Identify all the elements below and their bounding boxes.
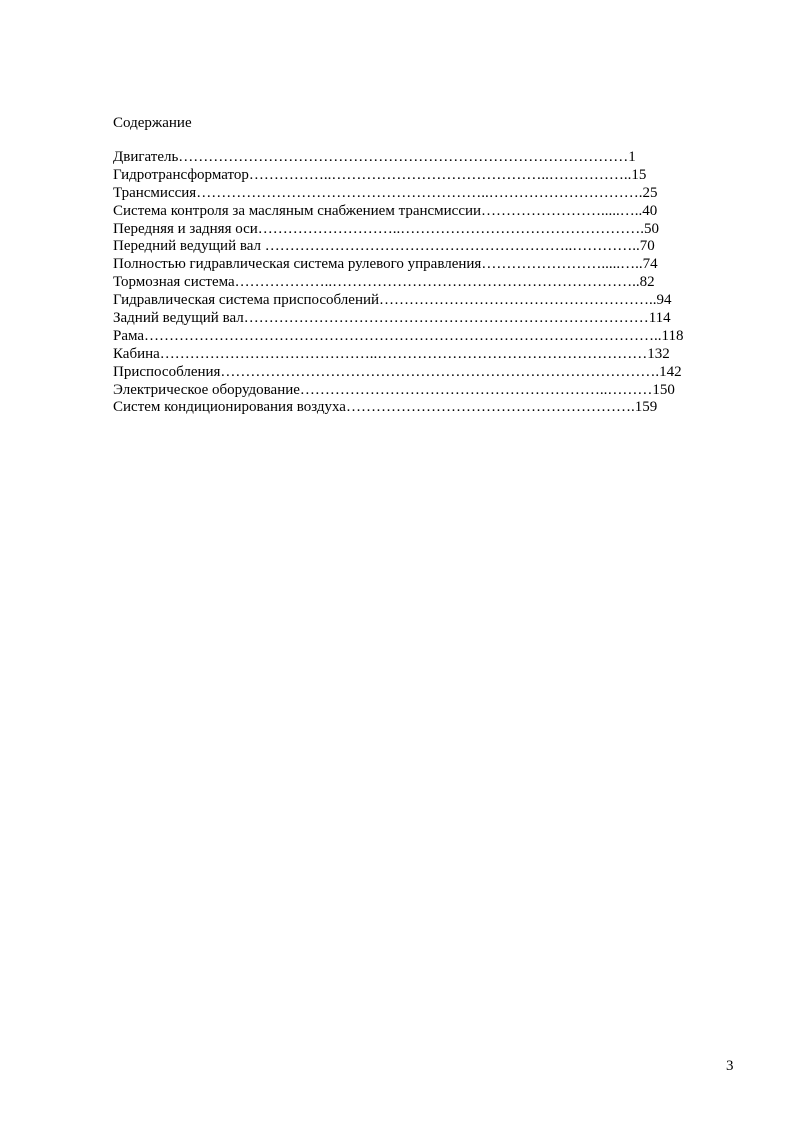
toc-entry: Двигатель………………………………………………………………………………1 bbox=[113, 149, 636, 165]
toc-entry: Передний ведущий вал ……………………………………………………..…………..70 bbox=[113, 238, 655, 255]
toc-entry: Гидротрансформатор……………..……………………………………..……………..15 bbox=[113, 166, 647, 183]
toc-entry: Кабина……………………………………..………………………………………………132 bbox=[113, 345, 670, 362]
page-number: 3 bbox=[726, 1058, 734, 1074]
table-of-contents bbox=[113, 149, 743, 417]
toc-entry: Систем кондиционирования воздуха………………………………………………….159 bbox=[113, 399, 658, 416]
toc-heading: Содержание bbox=[113, 115, 192, 131]
toc-entry: Полностью гидравлическая система рулевого управления…………………….....…..74 bbox=[113, 256, 658, 273]
toc-entry: Передняя и задняя оси………………………..………………………………………….50 bbox=[113, 220, 660, 237]
toc-entry: Задний ведущий вал………………………………………………………………………114 bbox=[113, 310, 671, 327]
toc-entry: Электрическое оборудование……………………………………………………..………150 bbox=[113, 381, 675, 398]
toc-entry: Рама…………………………………………………………………………………………..118 bbox=[113, 327, 684, 344]
toc-entry: Тормозная система………………..……………………………………………………..82 bbox=[113, 274, 655, 291]
toc-entry: Гидравлическая система приспособлений………………………………………………..94 bbox=[113, 292, 672, 309]
toc-entry: Приспособления…………………………………………………………………………….142 bbox=[113, 363, 682, 380]
toc-entry: Система контроля за масляным снабжением трансмиссии…………………….....…..40 bbox=[113, 202, 658, 219]
toc-entry: Трансмиссия…………………………………………………..………………………….25 bbox=[113, 184, 658, 201]
